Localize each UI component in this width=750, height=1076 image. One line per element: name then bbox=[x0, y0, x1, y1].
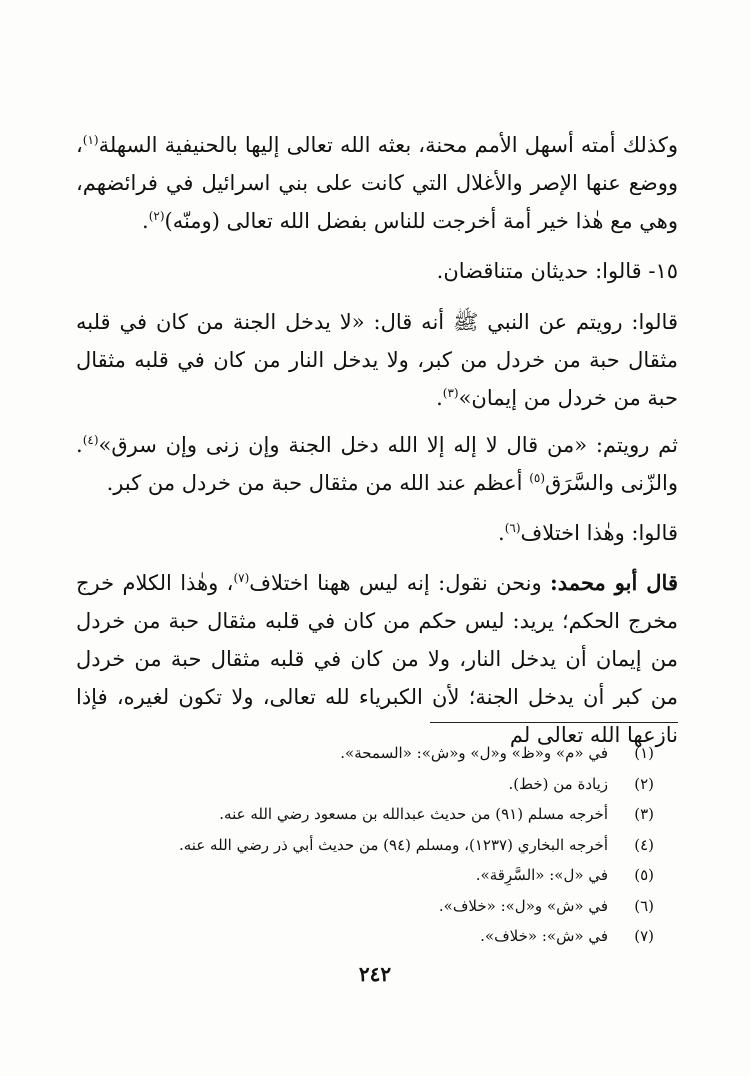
paragraph-5-text-b: . bbox=[498, 521, 505, 545]
paragraph-1 bbox=[76, 126, 678, 240]
paragraph-6-text-a: ونحن نقول: إنه ليس ههنا اختلاف bbox=[249, 571, 551, 595]
paragraph-3-text-a: قالوا: رويتم عن النبي ﷺ أنه قال: «لا يدخل الجنة من كان في قلبه مثقال حبة من خردل من كبر، ولا يدخل النار من كان في قلبه مثقال حبة من خردل من إيمان» bbox=[76, 310, 678, 410]
footnotes-list bbox=[76, 738, 654, 952]
footnote-divider bbox=[430, 722, 678, 723]
footnote-number: (٤) bbox=[634, 835, 654, 854]
paragraph-4 bbox=[76, 426, 678, 502]
paragraph-5 bbox=[76, 514, 678, 552]
paragraph-1-text-a: وكذلك أمته أسهل الأمم محنة، بعثه الله تعالى إليها بالحنيفية السهلة bbox=[98, 133, 678, 157]
footnote-ref-5: (٥) bbox=[529, 471, 546, 485]
footnote-text: في «ش» و«ل»: «خلاف». bbox=[438, 896, 608, 915]
footnote-ref-3: (٣) bbox=[442, 386, 459, 400]
speaker-label: قال أبو محمد: bbox=[550, 570, 678, 595]
paragraph-4-text-c: أعظم عند الله من مثقال حبة من خردل من كبر. bbox=[106, 471, 530, 495]
footnote-7 bbox=[76, 921, 654, 952]
footnote-ref-4: (٤) bbox=[82, 433, 99, 447]
footnote-number: (١) bbox=[634, 744, 654, 762]
footnote-6 bbox=[76, 891, 654, 922]
paragraph-3-text-b: . bbox=[436, 386, 443, 410]
footnote-number: (٦) bbox=[634, 896, 654, 915]
paragraph-1-text-b: ، ووضع عنها الإصر والأغلال التي كانت على بني اسرائيل في فرائضهم، وهي مع هٰذا خير أمة أخرجت للناس بفضل الله تعالى (ومنّه) bbox=[76, 133, 678, 233]
footnote-number: (٥) bbox=[634, 866, 654, 884]
footnote-ref-1: (١) bbox=[82, 133, 99, 147]
footnote-text: أخرجه مسلم (٩١) من حديث عبدالله بن مسعود رضي الله عنه. bbox=[219, 805, 608, 823]
footnote-4 bbox=[76, 830, 654, 861]
footnote-ref-7: (٧) bbox=[233, 571, 250, 585]
footnote-text: في «م» و«ظ» و«ل» و«ش»: «السمحة». bbox=[340, 744, 608, 762]
footnote-number: (٧) bbox=[634, 927, 654, 945]
section-15-heading: ١٥- قالوا: حديثان متناقضان. bbox=[436, 259, 678, 283]
footnote-ref-2: (٢) bbox=[148, 209, 165, 223]
paragraph-4-text-a: ثم رويتم: «من قال لا إله إلا الله دخل الجنة وإن زنى وإن سرق» bbox=[98, 433, 678, 457]
footnote-text: زيادة من (خط). bbox=[508, 774, 608, 793]
footnote-number: (٢) bbox=[634, 774, 654, 793]
footnote-5 bbox=[76, 860, 654, 891]
page-number: ٢٤٢ bbox=[358, 962, 392, 986]
paragraph-6-text-b: ، وهٰذا الكلام خرج مخرج الحكم؛ يريد: ليس حكم من كان في قلبه مثقال حبة من خردل من إيمان أن يدخل النار، ولا من كان في قلبه مثقال حبة من خردل من كبر أن يدخل الجنة؛ لأن الكبرياء لله تعالى، ولا تكون لغيره، فإذا نازعها الله تعالى لم bbox=[76, 571, 678, 747]
paragraph-4-text-b: . والزّنى والسَّرَق bbox=[76, 433, 678, 495]
footnote-number: (٣) bbox=[634, 805, 654, 823]
footnote-text: أخرجه البخاري (١٢٣٧)، ومسلم (٩٤) من حديث أبي ذر رضي الله عنه. bbox=[179, 835, 608, 854]
footnote-2 bbox=[76, 769, 654, 800]
footnote-1 bbox=[76, 738, 654, 769]
paragraph-6 bbox=[76, 564, 678, 754]
paragraph-2-heading bbox=[76, 252, 678, 290]
footnote-text: في «ل»: «السَّرِقة». bbox=[475, 866, 608, 884]
footnote-ref-6: (٦) bbox=[504, 521, 521, 535]
paragraph-1-text-c: . bbox=[142, 209, 149, 233]
footnote-3 bbox=[76, 799, 654, 830]
paragraph-5-text-a: قالوا: وهٰذا اختلاف bbox=[520, 521, 678, 545]
footnote-text: في «ش»: «خلاف». bbox=[480, 927, 608, 945]
paragraph-3 bbox=[76, 303, 678, 417]
